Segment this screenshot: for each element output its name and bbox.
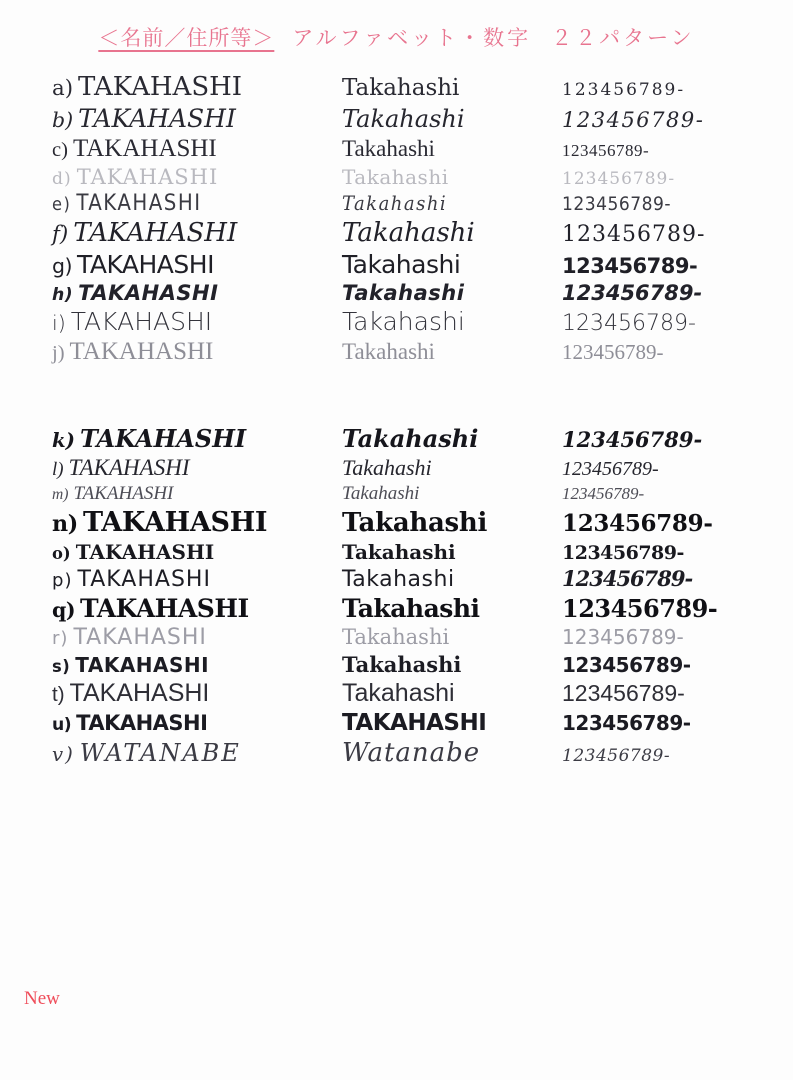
font-sample-row-d xyxy=(0,165,793,189)
sample-numbers: 123456789- xyxy=(562,254,698,278)
sample-uppercase xyxy=(52,540,342,564)
sample-numbers: 123456789- xyxy=(562,141,650,160)
sample-uppercase xyxy=(52,104,342,133)
sample-tag: j) xyxy=(52,342,65,364)
sample-uppercase xyxy=(52,338,342,366)
sample-tag: f) xyxy=(52,222,69,247)
sample-numbers: 123456789- xyxy=(562,746,671,766)
sample-numbers: 123456789- xyxy=(562,80,686,100)
sample-uppercase xyxy=(52,711,342,735)
sample-mixedcase: Takahashi xyxy=(342,424,479,453)
sample-mixedcase: Takahashi xyxy=(342,540,456,564)
sample-numbers: 123456789- xyxy=(562,542,684,564)
sample-numbers: 123456789- xyxy=(562,427,703,452)
sample-numbers: 123456789- xyxy=(562,281,703,305)
sample-tag: n) xyxy=(52,511,78,537)
sample-mixedcase: Takahashi xyxy=(342,191,448,215)
sample-mixedcase: Takahashi xyxy=(342,625,450,649)
sample-tag: d) xyxy=(52,169,72,189)
font-sample-row-c xyxy=(0,135,793,163)
sample-mixedcase: Takahashi xyxy=(342,105,465,133)
sample-uppercase-text: TAKAHASHI xyxy=(69,679,210,707)
sample-uppercase-text: TAKAHASHI xyxy=(76,711,208,735)
sample-uppercase xyxy=(52,135,342,163)
font-sample-row-r xyxy=(0,625,793,650)
sample-numbers: 123456789- xyxy=(562,458,659,480)
sample-mixedcase: Takahashi xyxy=(342,250,461,279)
title-segment-alphabet-numbers: アルファベット・数字 xyxy=(292,26,532,50)
sample-uppercase-text: TAKAHASHI xyxy=(80,594,249,623)
sample-numbers: 123456789- xyxy=(562,510,713,537)
sample-uppercase xyxy=(52,625,342,650)
sample-tag: h) xyxy=(52,285,74,305)
font-sample-row-k xyxy=(0,424,793,453)
sample-uppercase xyxy=(52,507,342,538)
sample-uppercase-text: TAKAHASHI xyxy=(78,281,219,305)
sample-numbers: 123456789- xyxy=(562,311,696,336)
sample-numbers: 123456789- xyxy=(562,222,706,247)
sample-numbers: 123456789- xyxy=(562,193,672,215)
sample-numbers: 123456789- xyxy=(562,594,718,623)
font-sample-row-n xyxy=(0,507,793,538)
sample-uppercase xyxy=(52,307,342,336)
font-sample-row-l xyxy=(0,455,793,481)
sample-uppercase-text: TAKAHASHI xyxy=(73,483,174,504)
sample-tag: b) xyxy=(52,108,74,132)
font-sample-row-s xyxy=(0,652,793,677)
font-sample-row-i xyxy=(0,307,793,336)
sample-uppercase xyxy=(52,567,342,592)
sample-tag: k) xyxy=(52,429,75,452)
sample-mixedcase: Takahashi xyxy=(342,307,465,336)
sample-mixedcase: Takahashi xyxy=(342,339,435,364)
font-sample-row-e xyxy=(0,191,793,216)
sample-mixedcase: Takahashi xyxy=(342,508,488,538)
sample-uppercase-text: TAKAHASHI xyxy=(76,165,219,189)
sample-numbers: 123456789- xyxy=(562,169,676,189)
sample-mixedcase: Takahashi xyxy=(342,455,432,480)
sample-uppercase-text: TAKAHASHI xyxy=(78,104,236,133)
sample-mixedcase: Takahashi xyxy=(342,165,449,189)
sample-mixedcase: Takahashi xyxy=(342,594,480,623)
sample-uppercase xyxy=(52,739,342,767)
sample-mixedcase: Takahashi xyxy=(342,136,435,161)
sample-uppercase xyxy=(52,281,342,305)
sample-tag: o) xyxy=(52,544,71,563)
sample-uppercase xyxy=(52,455,342,481)
sample-numbers: 123456789- xyxy=(562,340,664,364)
sample-mixedcase: Takahashi xyxy=(342,483,420,504)
title-segment-category: ＜名前／住所等＞ xyxy=(98,26,275,50)
sample-mixedcase: Takahashi xyxy=(342,281,465,305)
sample-uppercase xyxy=(52,72,342,102)
sample-uppercase-text: TAKAHASHI xyxy=(77,250,214,279)
sample-mixedcase: Takahashi xyxy=(342,652,462,677)
sample-uppercase-text: WATANABE xyxy=(79,739,241,767)
font-sample-row-f xyxy=(0,218,793,248)
sample-mixedcase: Takahashi xyxy=(342,75,460,101)
sample-numbers: 123456789- xyxy=(562,108,705,132)
sample-numbers: 123456789- xyxy=(562,484,645,503)
font-sample-row-t xyxy=(0,679,793,708)
font-sample-row-m xyxy=(0,483,793,505)
font-sample-row-b xyxy=(0,104,793,133)
sample-uppercase xyxy=(52,218,342,248)
sample-uppercase-text: TAKAHASHI xyxy=(75,653,210,677)
font-sample-row-u xyxy=(0,710,793,736)
font-sample-row-q xyxy=(0,594,793,623)
sample-uppercase xyxy=(52,653,342,677)
sample-tag: c) xyxy=(52,139,68,161)
font-sample-row-h xyxy=(0,281,793,305)
sample-numbers: 123456789- xyxy=(562,680,685,706)
sample-mixedcase: Takahashi xyxy=(342,679,455,707)
sample-mixedcase: Watanabe xyxy=(342,738,481,768)
page-title xyxy=(0,22,793,52)
sample-uppercase xyxy=(52,250,342,279)
title-segment-pattern-count: ２２パターン xyxy=(551,26,695,50)
font-sample-row-v xyxy=(0,738,793,768)
sample-tag: i) xyxy=(52,311,66,335)
sample-uppercase-text: TAKAHASHI xyxy=(70,307,213,336)
font-sample-row-o xyxy=(0,540,793,564)
sample-tag: v) xyxy=(52,743,75,766)
sample-numbers: 123456789- xyxy=(562,711,691,735)
font-sample-row-p xyxy=(0,566,793,592)
font-sample-row-j xyxy=(0,338,793,366)
sample-uppercase xyxy=(52,679,342,708)
sample-uppercase xyxy=(52,424,342,453)
sample-uppercase-text: TAKAHASHI xyxy=(77,567,211,592)
font-sample-row-a xyxy=(0,72,793,102)
sample-tag: e) xyxy=(52,194,72,215)
sample-mixedcase: TAKAHASHI xyxy=(342,710,487,736)
sample-uppercase-text: TAKAHASHI xyxy=(72,135,217,162)
sample-uppercase xyxy=(52,594,342,623)
sample-tag: p) xyxy=(52,570,73,591)
sample-tag: a) xyxy=(52,76,74,101)
sample-tag: s) xyxy=(52,657,71,676)
sample-tag: g) xyxy=(52,254,73,278)
font-sample-row-g xyxy=(0,250,793,279)
sample-uppercase-text: TAKAHASHI xyxy=(68,455,190,480)
sample-numbers: 123456789- xyxy=(562,625,684,649)
font-sample-list xyxy=(0,72,793,770)
sample-tag: q) xyxy=(52,598,76,622)
sample-numbers: 123456789- xyxy=(562,653,691,677)
sample-uppercase xyxy=(52,165,342,189)
sample-tag: r) xyxy=(52,628,69,649)
sample-mixedcase: Takahashi xyxy=(342,218,475,248)
new-badge: New xyxy=(24,988,60,1009)
sample-tag: t) xyxy=(52,683,65,706)
sample-numbers: 123456789- xyxy=(562,566,693,591)
section-divider xyxy=(0,368,793,424)
sample-uppercase xyxy=(52,191,342,216)
sample-tag: m) xyxy=(52,486,69,503)
sample-tag: l) xyxy=(52,459,64,480)
sample-uppercase-text: TAKAHASHI xyxy=(69,338,214,365)
sample-uppercase-text: TAKAHASHI xyxy=(78,72,243,102)
sample-tag: u) xyxy=(52,715,72,735)
sample-uppercase-text: TAKAHASHI xyxy=(73,625,207,650)
sample-uppercase-text: TAKAHASHI xyxy=(75,540,215,564)
sample-mixedcase: Takahashi xyxy=(342,567,455,592)
sample-uppercase-text: TAKAHASHI xyxy=(79,424,247,453)
sample-uppercase-text: TAKAHASHI xyxy=(76,191,202,216)
sample-uppercase xyxy=(52,483,342,505)
sample-uppercase-text: TAKAHASHI xyxy=(82,507,268,538)
sample-uppercase-text: TAKAHASHI xyxy=(73,218,238,248)
